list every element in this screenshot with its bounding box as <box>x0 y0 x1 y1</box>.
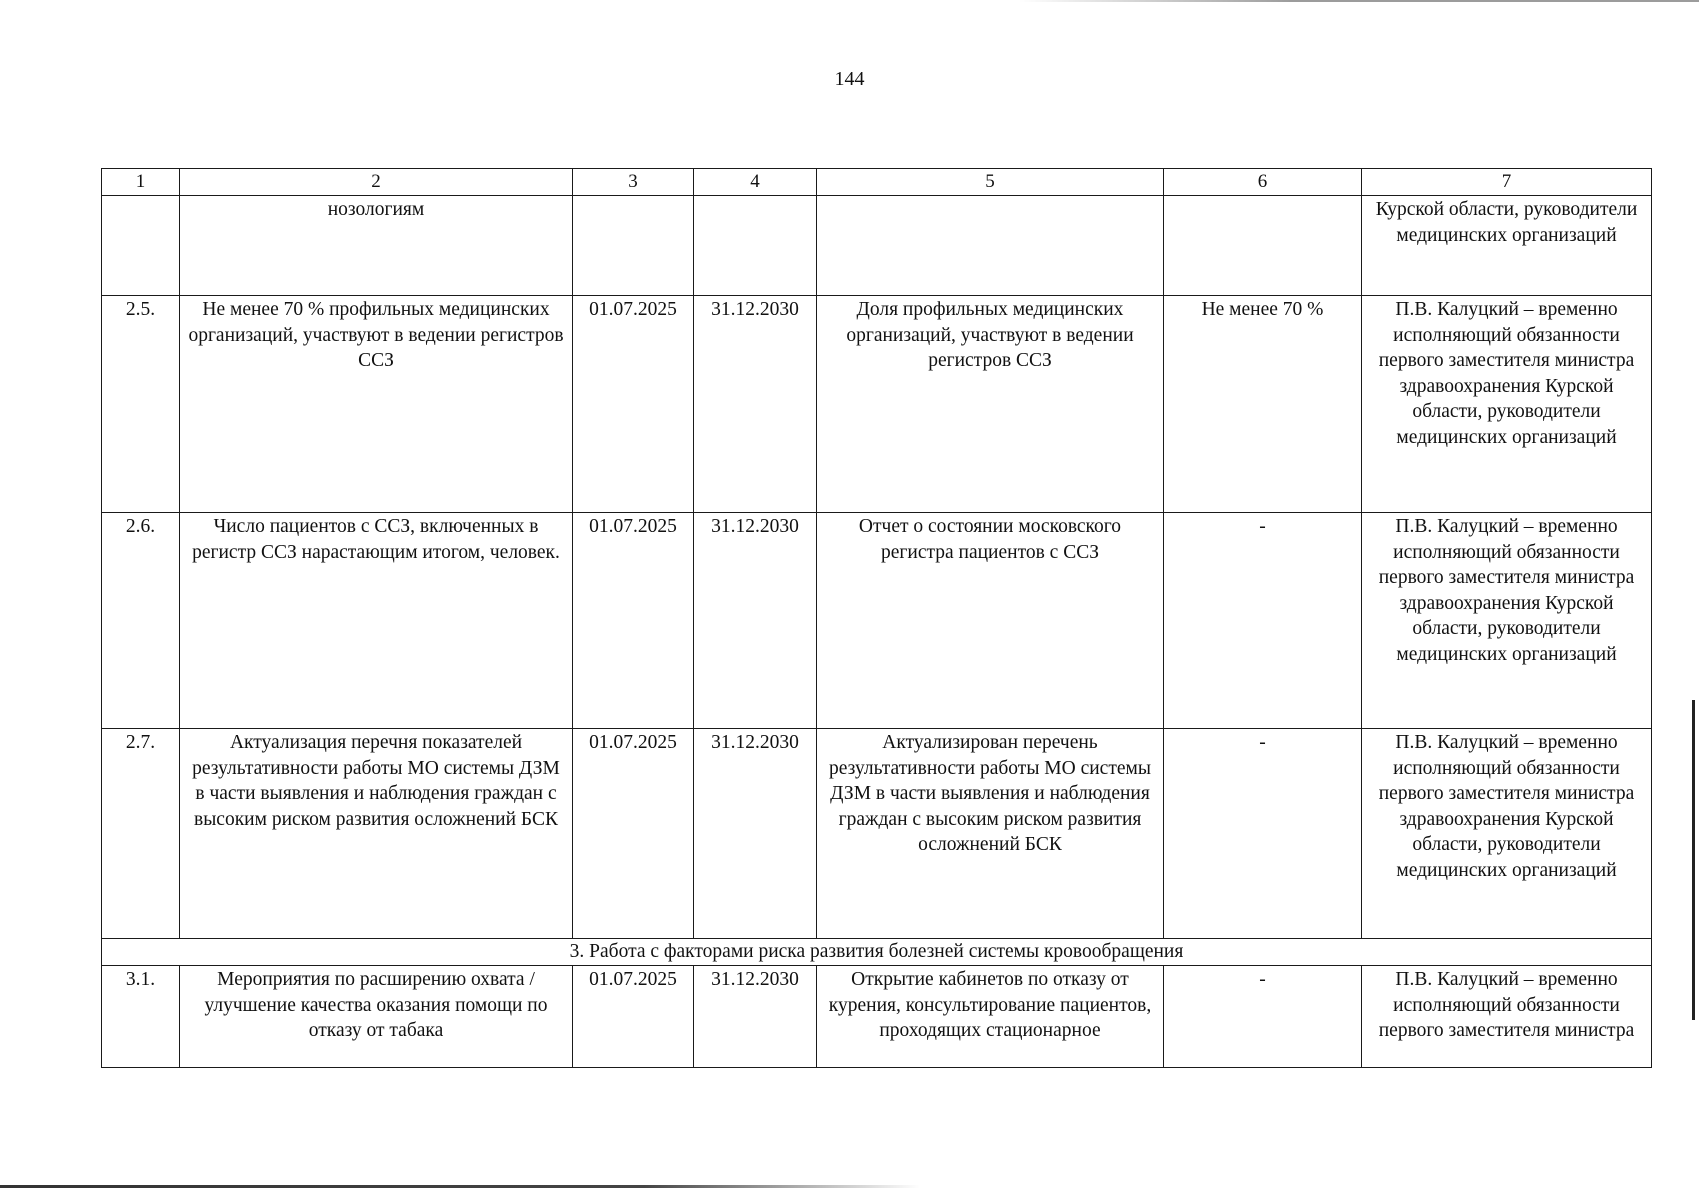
start-date-cell: 01.07.2025 <box>573 513 694 729</box>
header-cell: 5 <box>817 169 1164 196</box>
start-date-cell: 01.07.2025 <box>573 296 694 513</box>
page-number: 144 <box>834 68 865 90</box>
header-cell: 6 <box>1164 169 1362 196</box>
indicator-cell: - <box>1164 513 1362 729</box>
section-row <box>102 939 1652 966</box>
measure-cell: Актуализация перечня показателей результативности работы МО системы ДЗМ в части выявления и наблюдения граждан с высоким риском развития осложнений БСК <box>180 729 573 939</box>
header-cell: 2 <box>180 169 573 196</box>
header-row <box>102 169 1652 196</box>
row-number <box>102 196 180 296</box>
header-cell: 3 <box>573 169 694 196</box>
measure-cell: Мероприятия по расширению охвата / улучшение качества оказания помощи по отказу от табака <box>180 966 573 1068</box>
start-date-cell: 01.07.2025 <box>573 729 694 939</box>
measure-cell: нозологиям <box>180 196 573 296</box>
row-number: 2.6. <box>102 513 180 729</box>
indicator-cell: Не менее 70 % <box>1164 296 1362 513</box>
header-cell: 4 <box>694 169 817 196</box>
end-date-cell: 31.12.2030 <box>694 513 817 729</box>
table-row <box>102 729 1652 939</box>
scan-artifact-top <box>1019 0 1699 2</box>
section-title: 3. Работа с факторами риска развития болезней системы кровообращения <box>102 939 1652 966</box>
responsible-cell: П.В. Калуцкий – временно исполняющий обязанности первого заместителя министра здравоохранения Курской области, руководители медицинских организаций <box>1362 296 1652 513</box>
table-row <box>102 966 1652 1068</box>
table-row <box>102 196 1652 296</box>
table-row <box>102 513 1652 729</box>
row-number: 2.7. <box>102 729 180 939</box>
row-number: 2.5. <box>102 296 180 513</box>
result-cell: Отчет о состоянии московского регистра пациентов с ССЗ <box>817 513 1164 729</box>
scan-artifact-edge <box>1692 700 1695 1020</box>
start-date-cell: 01.07.2025 <box>573 966 694 1068</box>
plan-table <box>101 168 1652 1068</box>
table-row <box>102 296 1652 513</box>
result-cell: Доля профильных медицинских организаций, участвуют в ведении регистров ССЗ <box>817 296 1164 513</box>
indicator-cell: - <box>1164 729 1362 939</box>
header-cell: 1 <box>102 169 180 196</box>
measure-cell: Число пациентов с ССЗ, включенных в регистр ССЗ нарастающим итогом, человек. <box>180 513 573 729</box>
result-cell: Актуализирован перечень результативности работы МО системы ДЗМ в части выявления и наблюдения граждан с высоким риском развития осложнений БСК <box>817 729 1164 939</box>
end-date-cell <box>694 196 817 296</box>
responsible-cell: П.В. Калуцкий – временно исполняющий обязанности первого заместителя министра здравоохранения Курской области, руководители медицинских организаций <box>1362 729 1652 939</box>
indicator-cell: - <box>1164 966 1362 1068</box>
start-date-cell <box>573 196 694 296</box>
result-cell: Открытие кабинетов по отказу от курения, консультирование пациентов, проходящих стационарное <box>817 966 1164 1068</box>
scan-artifact-bottom <box>0 1185 920 1188</box>
header-cell: 7 <box>1362 169 1652 196</box>
indicator-cell <box>1164 196 1362 296</box>
responsible-cell: П.В. Калуцкий – временно исполняющий обязанности первого заместителя министра здравоохранения Курской области, руководители медицинских организаций <box>1362 513 1652 729</box>
result-cell <box>817 196 1164 296</box>
end-date-cell: 31.12.2030 <box>694 729 817 939</box>
responsible-cell: П.В. Калуцкий – временно исполняющий обязанности первого заместителя министра <box>1362 966 1652 1068</box>
end-date-cell: 31.12.2030 <box>694 966 817 1068</box>
row-number: 3.1. <box>102 966 180 1068</box>
measure-cell: Не менее 70 % профильных медицинских организаций, участвуют в ведении регистров ССЗ <box>180 296 573 513</box>
responsible-cell: Курской области, руководители медицинских организаций <box>1362 196 1652 296</box>
end-date-cell: 31.12.2030 <box>694 296 817 513</box>
